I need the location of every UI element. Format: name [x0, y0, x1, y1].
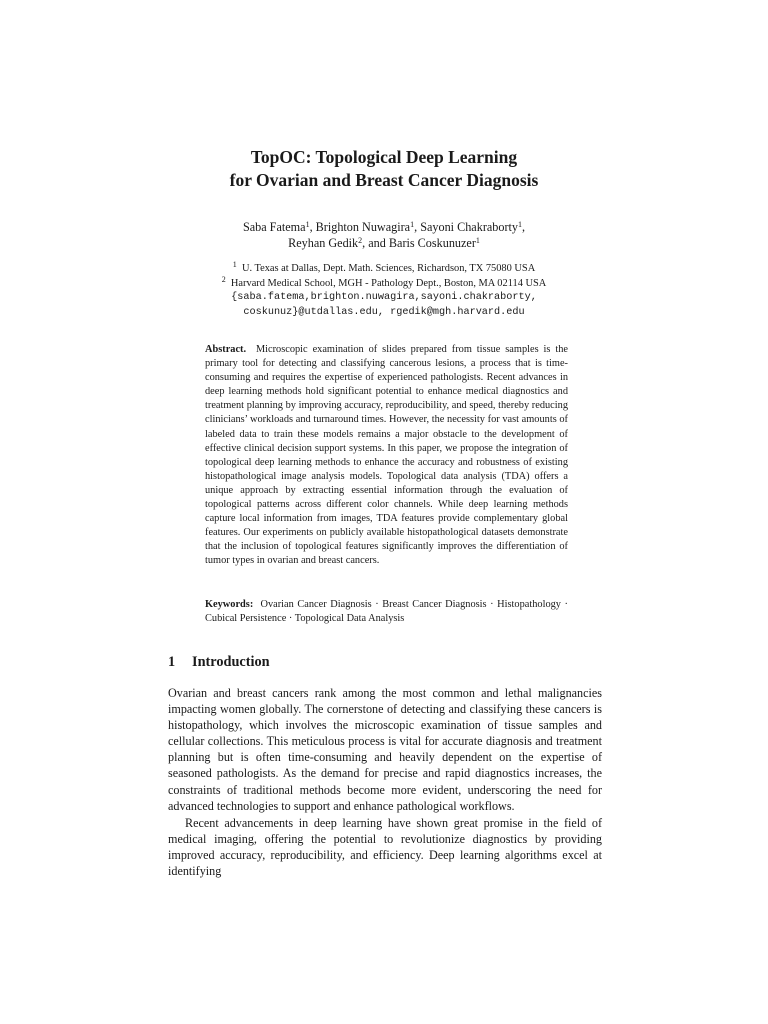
abstract-label: Abstract.	[205, 344, 247, 355]
author-name: Sayoni Chakraborty	[420, 220, 519, 234]
affiliation-line	[0, 262, 768, 277]
author-mark: 1	[518, 220, 523, 229]
title-line-2: for Ovarian and Breast Cancer Diagnosis	[229, 170, 539, 190]
keywords-text: Ovarian Cancer Diagnosis · Breast Cancer Diagnosis · Histopathology · Cubical Persistence · Topological Data Analysis	[205, 599, 569, 625]
affiliation-line	[0, 274, 768, 292]
section-title: Introduction	[192, 654, 270, 670]
author-mark: 1	[475, 236, 480, 245]
author-separator: , and	[362, 236, 389, 250]
section-number: 1	[168, 654, 176, 670]
author-mark: 1	[410, 220, 415, 229]
author-line-1	[0, 219, 768, 235]
author-separator: ,	[309, 220, 316, 234]
email-line-1: {saba.fatema,brighton.nuwagira,sayoni.chakraborty,	[231, 292, 537, 303]
affiliation-mark: 1	[232, 260, 237, 269]
abstract-text: Microscopic examination of slides prepared from tissue samples is the primary tool for detecting and classifying cancerous lesions, a process that is time-consuming and requires the expertise of experienced pathologists. Recent advances in deep learning methods hold significant potential to enhance medical diagnostics and treatment planning by improving accuracy, reproducibility, and speed, thereby reducing clinicians’ workloads and turnaround times. However, the necessity for vast amounts of labeled data to train these models remains a major obstacle to the development of effective clinical decision support systems. In this paper, we propose the integration of topological deep learning methods to enhance the accuracy and robustness of existing histopathological image analysis models. Topological data analysis (TDA) offers a unique approach by extracting essential information through the evaluation of topological patterns across different color channels. While deep learning methods capture local information from images, TDA features provide complementary global features. Our experiments on publicly available histopathological datasets demonstrate that the inclusion of topological features significantly improves the differentiation of tumor types in ovarian and breast cancers.	[205, 344, 568, 567]
author-name: Baris Coskunuzer	[388, 236, 476, 250]
affiliation-mark: 2	[221, 274, 226, 284]
author-list	[0, 219, 768, 251]
title-line-1: TopOC: Topological Deep Learning	[250, 147, 518, 167]
paragraph: Ovarian and breast cancers rank among the most common and lethal malignancies impacting women globally. The cornerstone of detecting and classifying these cancers is histopathology, which involves the microscopic examination of tissue samples and cellular collections. This meticulous process is vital for accurate diagnosis and treatment planning but is often time-consuming and heavily dependent on the expertise of seasoned pathologists. As the demand for precise and rapid diagnostics increases, the constraints of traditional methods become more evident, underscoring the need for advanced technologies to support and enhance pathological workflows.	[168, 686, 602, 813]
paper-title	[0, 146, 768, 192]
affiliation-list	[0, 262, 768, 320]
author-name: Brighton Nuwagira	[315, 220, 411, 234]
author-mark: 1	[305, 220, 310, 229]
email-line-2: coskunuz}@utdallas.edu, rgedik@mgh.harvard.edu	[243, 306, 525, 318]
paragraph: Recent advancements in deep learning have shown great promise in the field of medical imaging, offering the potential to revolutionize diagnostics by providing improved accuracy, reproducibility, and efficiency. Deep learning algorithms excel at identifying	[168, 815, 602, 879]
author-line-2	[0, 235, 768, 251]
author-separator: ,	[414, 220, 421, 234]
author-name: Saba Fatema	[242, 220, 306, 234]
affiliation-text: Harvard Medical School, MGH - Pathology Dept., Boston, MA 02114 USA	[230, 277, 547, 289]
author-separator: ,	[522, 220, 526, 234]
abstract-block	[205, 343, 568, 569]
section-heading	[168, 652, 270, 672]
keywords-label: Keywords:	[205, 599, 254, 610]
keywords-block	[205, 598, 568, 626]
section-body	[168, 685, 602, 879]
author-mark: 2	[358, 236, 363, 245]
affiliation-text: U. Texas at Dallas, Dept. Math. Sciences, Richardson, TX 75080 USA	[241, 263, 536, 274]
author-name: Reyhan Gedik	[288, 236, 359, 250]
